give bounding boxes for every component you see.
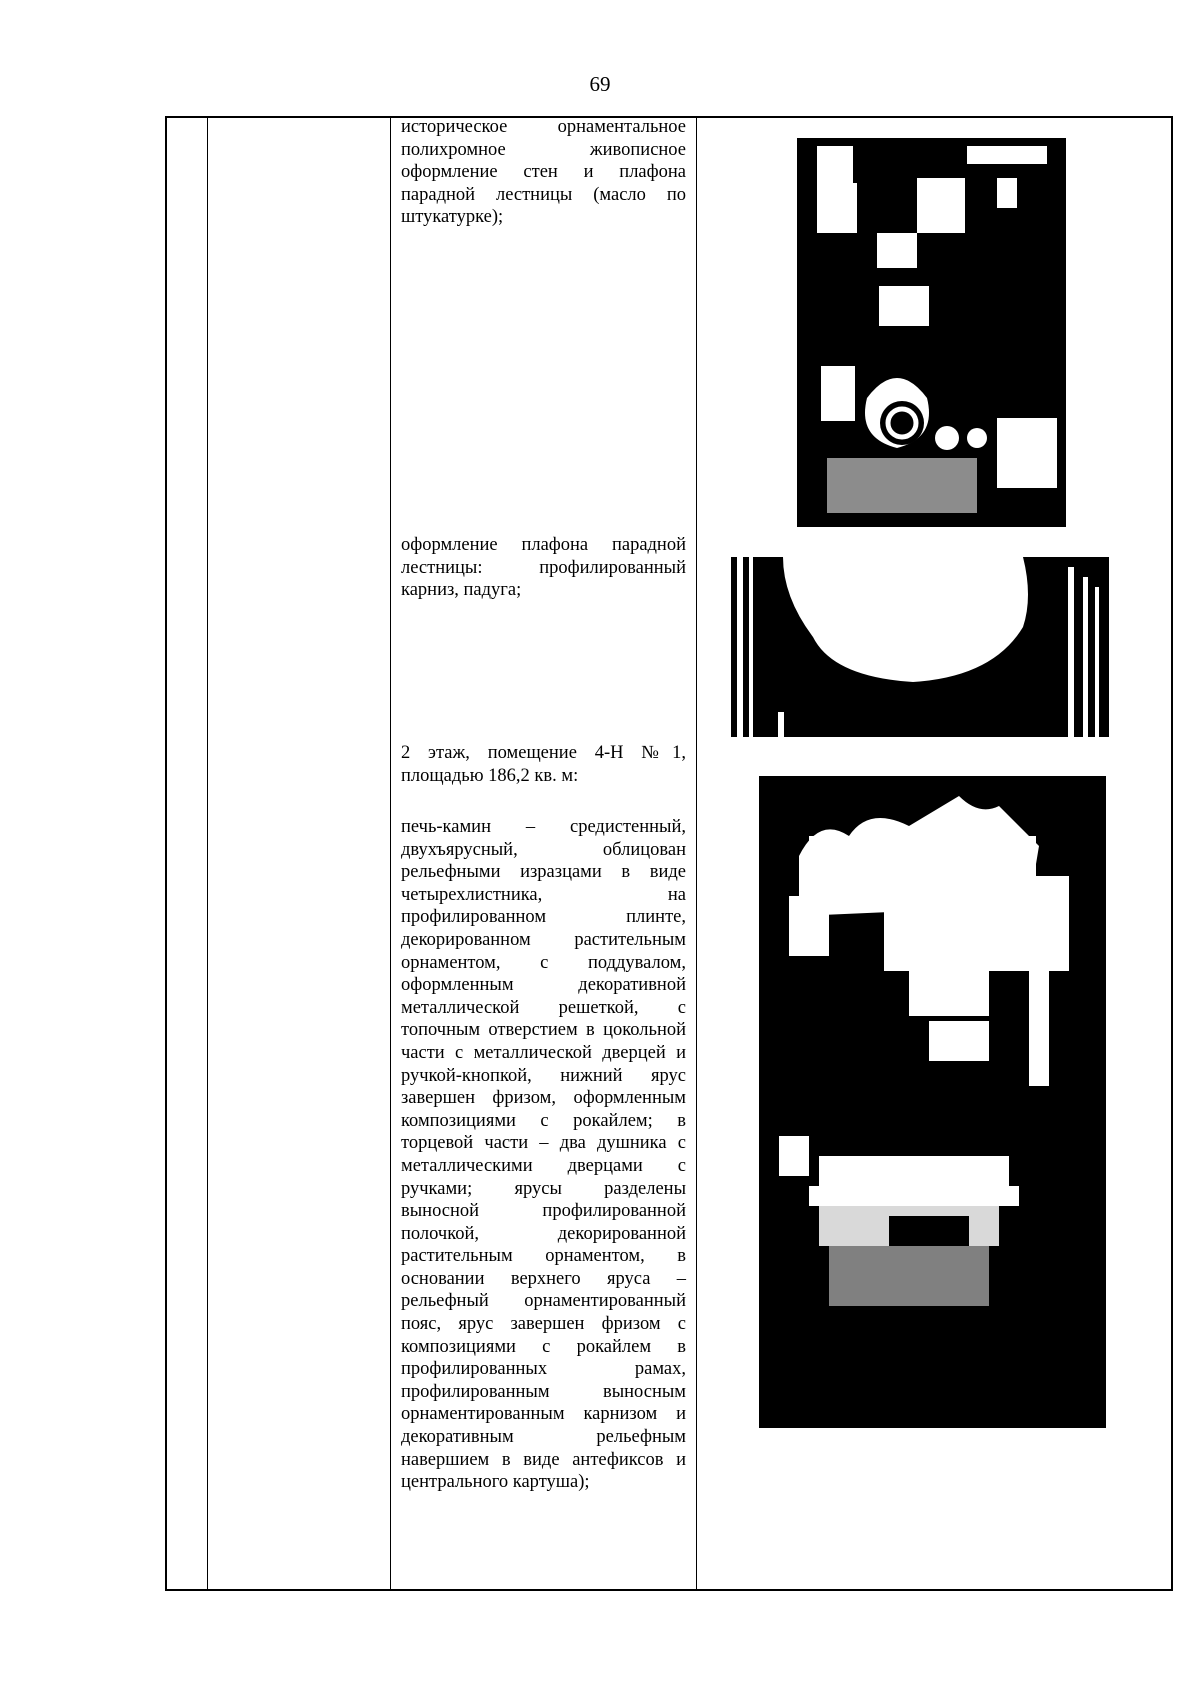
photo-ceiling-cornice <box>723 557 1109 751</box>
photo-wall-ornament <box>797 138 1066 527</box>
column-divider <box>390 116 391 1591</box>
description-room-heading: 2 этаж, помещение 4-Н №1, площадью 186,2 кв. м: <box>401 743 686 786</box>
column-divider <box>696 116 697 1591</box>
page-number: 69 <box>589 72 611 96</box>
photo-stove-fireplace <box>759 776 1106 1428</box>
column-divider <box>207 116 208 1591</box>
description-stove-fireplace: печь-камин – средистенный, двухъярусный, облицован рельефными изразцами в виде четырехлистника, на профилированном плинте, декорированном растительным орнаментом, с поддувалом, оформленным декоративной металлической решеткой, с топочным отверстием в цокольной части с металлической дверцей и ручкой-кнопкой, нижний ярус завершен фризом, оформленным композициями с рокайлем; в торцевой части – два душника с металлическими дверцами с ручками; ярусы разделены выносной профилированной полочкой, декорированной растительным орнаментом, в основании верхнего яруса – рельефный орнаментированный пояс, ярус завершен фризом с композициями с рокайлем в профилированных рамах, профилированным выносным орнаментированным карнизом и декоративным рельефным навершием в виде антефиксов и центрального картуша); <box>401 817 686 1493</box>
description-wall-painting: историческое орнаментальное полихромное живописное оформление стен и плафона парадной лестницы (масло по штукатурке); <box>401 117 686 228</box>
description-ceiling-cornice: оформление плафона парадной лестницы: профилированный карниз, падуга; <box>401 535 686 601</box>
